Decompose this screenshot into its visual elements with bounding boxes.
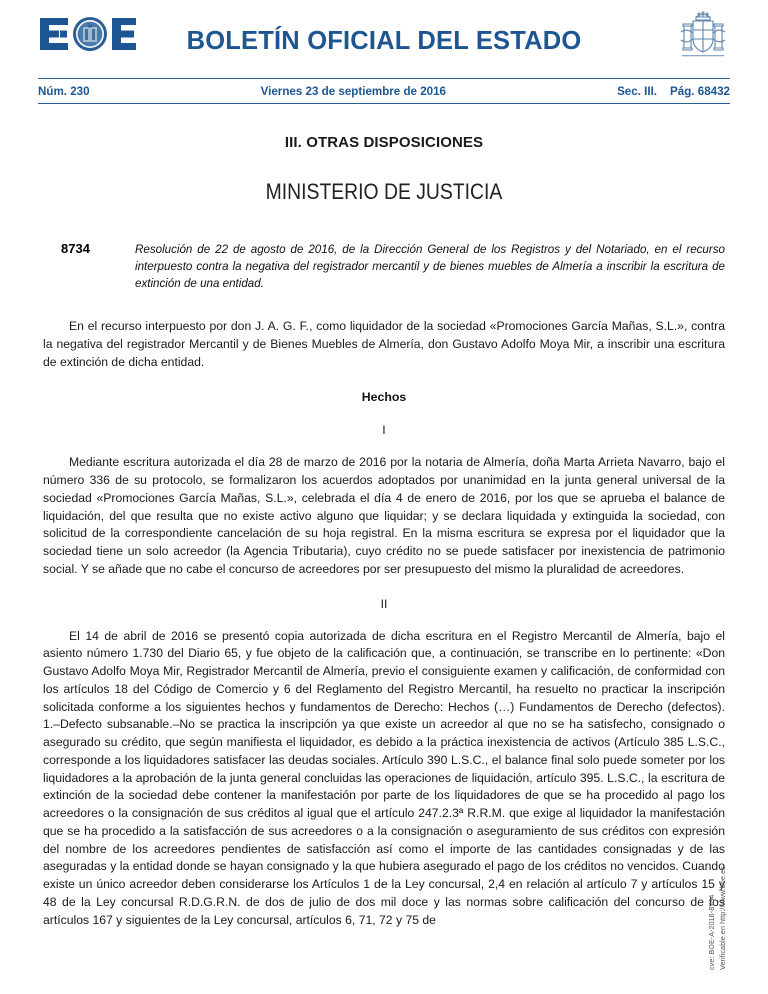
resolution-summary: Resolución de 22 de agosto de 2016, de la Dirección General de los Registros y del Notariado, en el recurso interpuesto contra la negativa del registrador mercantil y de bienes muebles de Almería a inscribir la escritura de extinción de una entidad. [135,243,725,291]
resolution-number: 8734 [61,241,90,256]
document-content [38,104,730,929]
boe-logo-icon [38,14,142,54]
verification-url: Verificable en http://www.boe.es [719,866,728,970]
coat-of-arms-icon [678,6,728,60]
section-page-group [617,85,730,98]
hechos-heading: Hechos [361,390,407,405]
cve-code: cve: BOE-A-2016-8734 [708,894,717,970]
issue-date: Viernes 23 de septiembre de 2016 [260,84,447,98]
issue-infobar [38,79,730,103]
page-label: Pág. 68432 [670,84,730,98]
roman-numeral-one: I [382,423,386,438]
section-label: Sec. III. [617,84,658,98]
paragraph-two: El 14 de abril de 2016 se presentó copia autorizada de dicha escritura en el Registro Mercantil de Almería, bajo el asiento número 1.730 del Diario 65, y fue objeto de la calificación que, a continuación, se transcribe en lo pertinente: «Don Gustavo Adolfo Moya Mir, Registrador Mercantil de Almería, previo el consiguiente examen y calificación, de conformidad con los artículos 18 del Código de Comercio y 6 del Reglamento del Registro Mercantil, ha resuelto no practicar la inscripción solicitada conforme a los siguientes hechos y fundamentos de Derecho: Hechos (…) Fundamentos de Derecho (defectos). 1.–Defecto subsanable.–No se practica la inscripción ya que existe un acreedor al que no se ha satisfecho, consignado o asegurado su crédito, que según manifiesta el liquidador, es debido a la práctica inexistencia de activos (Artículo 385 L.S.C., corresponde a los liquidadores satisfacer las deudas sociales. Artículo 390 L.S.C., el balance final solo puede someter por los liquidadores a la aprobación de la junta general concluidas las operaciones de liquidación, artículo 395. L.S.C., la escritura de extinción de la sociedad debe contener la manifestación por parte de los liquidadores de que se ha procedido al pago los acreedores o la consignación de sus créditos al igual que el artículo 247.2.3ª R.R.M. que exige al liquidador la manifestación que se ha procedido a la satisfacción de sus acreedores o a la consignación o aseguramiento de sus créditos con expresión del nombre de los acreedores pendientes de satisfacción así como el importe de las cantidades consignadas y de las aseguradas y la entidad donde se hayan consignado y la que hubiera asegurado el pago de los créditos no vencidos. Cuando existe un único acreedor deben considerarse los Artículos 1 de la Ley concursal, 2,4 en relación al artículo 7 y artículos 15 y 48 de la Ley concursal R.D.G.R.N. de dos de julio de dos mil doce y las normas sobre calificación del concurso de los artículos 167 y siguientes de la Ley concursal, artículos 6, 71, 72 y 75 de [43,628,725,927]
issue-number: Núm. 230 [38,84,90,98]
disposition-section-heading: III. OTRAS DISPOSICIONES [284,134,484,151]
verification-sidenote [708,770,756,970]
roman-numeral-two: II [380,596,388,611]
ministry-heading: MINISTERIO DE JUSTICIA [265,179,503,204]
paragraph-one: Mediante escritura autorizada el día 28 de marzo de 2016 por la notaria de Almería, doña Marta Arrieta Navarro, bajo el número 336 de su protocolo, se formalizaron los acuerdos adoptados por unanimidad en la junta general universal de la sociedad «Promociones García Mañas, S.L.», celebrada el día 4 de enero de 2016, por los que se aprueba el balance de liquidación, del que resulta que no existe activo alguno que liquidar; y se declara liquidada y extinguida la sociedad, con solicitud de la correspondiente cancelación de su hoja registral. En la misma escritura se expresa por el liquidador que la sociedad tiene un solo acreedor (la Agencia Tributaria), cuyo crédito no se puede satisfacer por inexistencia de patrimonio social. Y se añade que no cabe el concurso de acreedores por ser presupuesto del mismo la pluralidad de acreedores. [43,455,725,576]
masthead [38,0,730,69]
resolution-block [43,241,725,292]
page-title: BOLETÍN OFICIAL DEL ESTADO [186,27,582,55]
intro-paragraph: En el recurso interpuesto por don J. A. G. F., como liquidador de la sociedad «Promociones García Mañas, S.L.», contra la negativa del registrador Mercantil y de Bienes Muebles de Almería, don Gustavo Adolfo Moya Mir, a inscribir una escritura de extinción de dicha entidad. [43,319,725,369]
